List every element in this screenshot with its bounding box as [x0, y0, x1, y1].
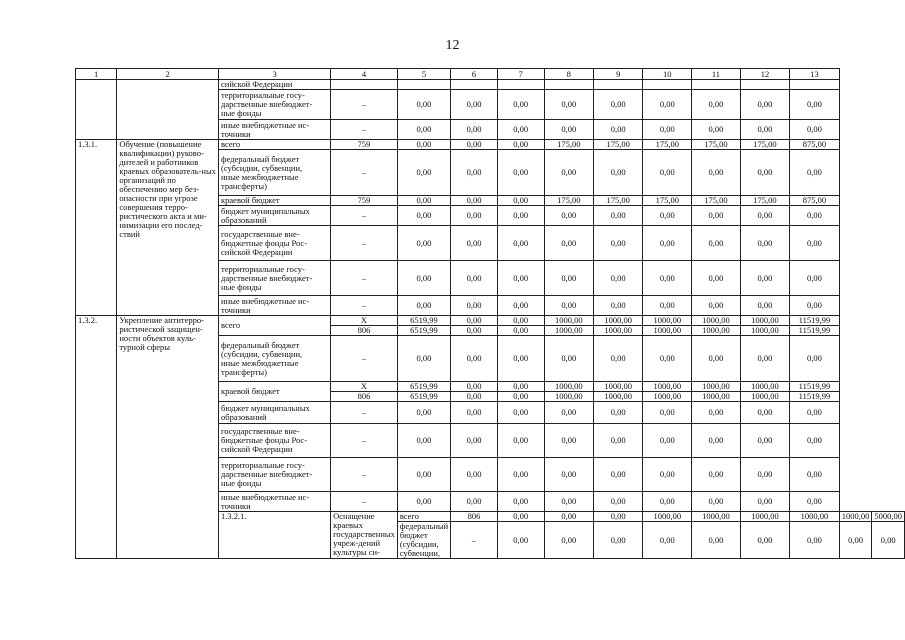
- code-column-cell: X: [331, 382, 398, 392]
- value-cell: 1000,00: [544, 382, 593, 392]
- value-cell: 875,00: [790, 140, 840, 150]
- value-cell: 1000,00: [643, 316, 692, 326]
- value-cell: 0,00: [497, 226, 544, 261]
- value-cell: 0,00: [544, 261, 593, 296]
- value-cell: 1000,00: [692, 316, 741, 326]
- value-cell: 0,00: [790, 424, 840, 458]
- column-header: 1: [76, 69, 117, 80]
- value-cell: 6519,99: [397, 316, 450, 326]
- value-cell: 0,00: [397, 120, 450, 140]
- value-cell: 0,00: [451, 90, 498, 120]
- value-cell: 1000,00: [839, 512, 872, 522]
- value-cell: 0,00: [544, 458, 593, 492]
- code-column-cell: –: [331, 336, 398, 382]
- value-cell: 175,00: [692, 196, 741, 206]
- value-cell: 0,00: [397, 492, 450, 512]
- value-cell: 0,00: [740, 424, 789, 458]
- code-column-cell: 806: [331, 392, 398, 402]
- source-cell: иные внебюджетные ис- точники: [219, 492, 331, 512]
- value-cell: 0,00: [544, 150, 593, 196]
- value-cell: 0,00: [790, 522, 840, 559]
- value-cell: 0,00: [497, 326, 544, 336]
- value-cell: 0,00: [790, 120, 840, 140]
- value-cell: 1000,00: [594, 316, 643, 326]
- code-column-cell: 759: [331, 140, 398, 150]
- code-cell: 1.3.2.1.: [219, 512, 331, 559]
- value-cell: 0,00: [692, 226, 741, 261]
- value-cell: 175,00: [544, 140, 593, 150]
- value-cell: [740, 80, 789, 90]
- value-cell: 0,00: [451, 150, 498, 196]
- source-cell: всего: [219, 316, 331, 336]
- code-column-cell: –: [331, 90, 398, 120]
- value-cell: 0,00: [692, 120, 741, 140]
- value-cell: 0,00: [497, 206, 544, 226]
- value-cell: 1000,00: [544, 392, 593, 402]
- value-cell: 0,00: [451, 492, 498, 512]
- value-cell: 0,00: [692, 458, 741, 492]
- source-cell: всего: [397, 512, 450, 522]
- code-column-cell: –: [331, 402, 398, 424]
- source-cell: краевой бюджет: [219, 382, 331, 402]
- source-cell: иные внебюджетные ис- точники: [219, 120, 331, 140]
- value-cell: 0,00: [397, 90, 450, 120]
- value-cell: 1000,00: [790, 512, 840, 522]
- value-cell: 175,00: [643, 140, 692, 150]
- value-cell: [497, 80, 544, 90]
- value-cell: 6519,99: [397, 392, 450, 402]
- value-cell: 175,00: [643, 196, 692, 206]
- source-cell: бюджет муниципальных образований: [219, 402, 331, 424]
- value-cell: 0,00: [594, 512, 643, 522]
- value-cell: 175,00: [594, 140, 643, 150]
- value-cell: 0,00: [643, 458, 692, 492]
- value-cell: 0,00: [740, 206, 789, 226]
- value-cell: 0,00: [692, 522, 741, 559]
- value-cell: 1000,00: [692, 512, 741, 522]
- column-header: 10: [643, 69, 692, 80]
- value-cell: 0,00: [497, 150, 544, 196]
- value-cell: 0,00: [544, 492, 593, 512]
- value-cell: 0,00: [497, 402, 544, 424]
- value-cell: 0,00: [790, 90, 840, 120]
- value-cell: 0,00: [397, 226, 450, 261]
- value-cell: 0,00: [872, 522, 905, 559]
- name-cell: [117, 80, 219, 140]
- value-cell: [790, 80, 840, 90]
- value-cell: 0,00: [740, 402, 789, 424]
- value-cell: 0,00: [397, 196, 450, 206]
- code-column-cell: –: [331, 226, 398, 261]
- value-cell: 0,00: [643, 90, 692, 120]
- value-cell: 0,00: [497, 492, 544, 512]
- value-cell: 0,00: [497, 196, 544, 206]
- value-cell: 0,00: [544, 296, 593, 316]
- value-cell: 0,00: [594, 150, 643, 196]
- value-cell: 0,00: [451, 226, 498, 261]
- value-cell: 0,00: [497, 90, 544, 120]
- source-cell: сийской Федерации: [219, 80, 331, 90]
- value-cell: 0,00: [497, 522, 544, 559]
- value-cell: 0,00: [451, 206, 498, 226]
- value-cell: 6519,99: [397, 382, 450, 392]
- value-cell: 0,00: [594, 90, 643, 120]
- value-cell: 0,00: [740, 120, 789, 140]
- value-cell: 0,00: [544, 402, 593, 424]
- value-cell: 0,00: [790, 150, 840, 196]
- value-cell: 11519,99: [790, 326, 840, 336]
- value-cell: 0,00: [544, 512, 593, 522]
- value-cell: 0,00: [544, 206, 593, 226]
- code-column-cell: 759: [331, 196, 398, 206]
- value-cell: 0,00: [451, 316, 498, 326]
- value-cell: 0,00: [740, 296, 789, 316]
- value-cell: 0,00: [497, 140, 544, 150]
- code-column-cell: –: [331, 206, 398, 226]
- value-cell: 0,00: [594, 492, 643, 512]
- code-column-cell: –: [331, 296, 398, 316]
- value-cell: 0,00: [692, 336, 741, 382]
- value-cell: 1000,00: [692, 392, 741, 402]
- value-cell: 1000,00: [643, 512, 692, 522]
- code-column-cell: –: [331, 424, 398, 458]
- code-column-cell: 806: [451, 512, 498, 522]
- value-cell: 0,00: [451, 296, 498, 316]
- value-cell: 0,00: [497, 382, 544, 392]
- value-cell: 0,00: [643, 424, 692, 458]
- value-cell: 0,00: [497, 512, 544, 522]
- value-cell: 0,00: [544, 522, 593, 559]
- value-cell: 0,00: [740, 261, 789, 296]
- value-cell: 1000,00: [740, 512, 789, 522]
- value-cell: 0,00: [594, 522, 643, 559]
- value-cell: 0,00: [397, 206, 450, 226]
- value-cell: 0,00: [397, 458, 450, 492]
- value-cell: [594, 80, 643, 90]
- code-column-cell: –: [451, 522, 498, 559]
- value-cell: 175,00: [740, 196, 789, 206]
- value-cell: 0,00: [790, 336, 840, 382]
- table-row: [76, 140, 905, 150]
- value-cell: 0,00: [692, 206, 741, 226]
- value-cell: 0,00: [643, 206, 692, 226]
- value-cell: [397, 80, 450, 90]
- value-cell: [643, 80, 692, 90]
- value-cell: 0,00: [692, 492, 741, 512]
- code-column-cell: –: [331, 458, 398, 492]
- page-number: 12: [445, 38, 460, 53]
- value-cell: 0,00: [643, 296, 692, 316]
- value-cell: 11519,99: [790, 382, 840, 392]
- code-column-cell: –: [331, 150, 398, 196]
- value-cell: 0,00: [594, 226, 643, 261]
- value-cell: [692, 80, 741, 90]
- value-cell: 0,00: [594, 261, 643, 296]
- value-cell: 0,00: [544, 336, 593, 382]
- column-header: 8: [544, 69, 593, 80]
- value-cell: 1000,00: [740, 326, 789, 336]
- code-cell: [76, 80, 117, 140]
- value-cell: 0,00: [594, 296, 643, 316]
- value-cell: 0,00: [397, 150, 450, 196]
- value-cell: 0,00: [397, 261, 450, 296]
- value-cell: 5000,00: [872, 512, 905, 522]
- value-cell: 0,00: [692, 90, 741, 120]
- value-cell: 0,00: [740, 90, 789, 120]
- value-cell: 0,00: [451, 336, 498, 382]
- source-cell: всего: [219, 140, 331, 150]
- value-cell: 0,00: [497, 316, 544, 326]
- value-cell: 0,00: [740, 458, 789, 492]
- value-cell: 0,00: [643, 120, 692, 140]
- value-cell: 175,00: [692, 140, 741, 150]
- source-cell: бюджет муниципальных образований: [219, 206, 331, 226]
- value-cell: 0,00: [451, 392, 498, 402]
- value-cell: 0,00: [643, 336, 692, 382]
- value-cell: 175,00: [594, 196, 643, 206]
- value-cell: 0,00: [740, 336, 789, 382]
- budget-table: [75, 68, 905, 559]
- value-cell: 0,00: [497, 392, 544, 402]
- column-header: 13: [790, 69, 840, 80]
- value-cell: [544, 80, 593, 90]
- value-cell: 0,00: [643, 492, 692, 512]
- name-cell: Оснащение краевых государственных учреж-дений культуры си-: [331, 512, 398, 559]
- value-cell: 0,00: [397, 424, 450, 458]
- value-cell: 0,00: [692, 402, 741, 424]
- value-cell: 1000,00: [643, 392, 692, 402]
- code-column-cell: [331, 80, 398, 90]
- header-row: [76, 69, 905, 80]
- value-cell: 11519,99: [790, 316, 840, 326]
- value-cell: 0,00: [497, 261, 544, 296]
- value-cell: 0,00: [594, 424, 643, 458]
- column-header: 7: [497, 69, 544, 80]
- value-cell: [451, 80, 498, 90]
- code-column-cell: X: [331, 316, 398, 326]
- column-header: 3: [219, 69, 331, 80]
- table-row: [76, 80, 905, 90]
- value-cell: 0,00: [497, 120, 544, 140]
- value-cell: 1000,00: [740, 392, 789, 402]
- value-cell: 0,00: [692, 261, 741, 296]
- value-cell: 1000,00: [544, 326, 593, 336]
- value-cell: 6519,99: [397, 326, 450, 336]
- value-cell: 0,00: [790, 206, 840, 226]
- source-cell: краевой бюджет: [219, 196, 331, 206]
- value-cell: 0,00: [594, 402, 643, 424]
- source-cell: территориальные госу- дарственные внебюджет- ные фонды: [219, 458, 331, 492]
- column-header: 5: [397, 69, 450, 80]
- value-cell: 0,00: [544, 424, 593, 458]
- value-cell: 0,00: [839, 522, 872, 559]
- value-cell: 0,00: [497, 424, 544, 458]
- source-cell: федеральный бюджет (субсидии, субвенции, иные межбюджетные трансферты): [219, 150, 331, 196]
- value-cell: 1000,00: [692, 382, 741, 392]
- column-header: 6: [451, 69, 498, 80]
- value-cell: 1000,00: [594, 326, 643, 336]
- value-cell: 0,00: [451, 196, 498, 206]
- value-cell: 0,00: [790, 458, 840, 492]
- value-cell: 0,00: [790, 492, 840, 512]
- value-cell: 0,00: [497, 336, 544, 382]
- value-cell: 0,00: [643, 402, 692, 424]
- code-cell: 1.3.2.: [76, 316, 117, 559]
- value-cell: 0,00: [692, 424, 741, 458]
- source-cell: территориальные госу- дарственные внебюджет- ные фонды: [219, 261, 331, 296]
- value-cell: 0,00: [692, 296, 741, 316]
- value-cell: 0,00: [643, 522, 692, 559]
- value-cell: 1000,00: [594, 382, 643, 392]
- value-cell: 0,00: [451, 402, 498, 424]
- value-cell: 0,00: [544, 90, 593, 120]
- value-cell: 0,00: [594, 120, 643, 140]
- value-cell: 0,00: [451, 424, 498, 458]
- code-column-cell: –: [331, 261, 398, 296]
- value-cell: 0,00: [451, 120, 498, 140]
- value-cell: 0,00: [790, 261, 840, 296]
- value-cell: 1000,00: [594, 392, 643, 402]
- source-cell: федеральный бюджет (субсидии, субвенции,: [397, 522, 450, 559]
- column-header: 12: [740, 69, 789, 80]
- value-cell: 0,00: [740, 226, 789, 261]
- name-cell: Укрепление антитерро-ристической защищен-ности объектов куль-турной сферы: [117, 316, 219, 559]
- code-column-cell: –: [331, 492, 398, 512]
- value-cell: 0,00: [397, 402, 450, 424]
- value-cell: 0,00: [544, 226, 593, 261]
- value-cell: 0,00: [451, 458, 498, 492]
- value-cell: 175,00: [544, 196, 593, 206]
- value-cell: 0,00: [594, 336, 643, 382]
- value-cell: 0,00: [544, 120, 593, 140]
- value-cell: 0,00: [397, 296, 450, 316]
- name-cell: Обучение (повышение квалификации) руково-дителей и работников краевых образователь-ных организаций по обеспечению мер без-опасности при угрозе совершения терро-ристического акта и ми-нимизации его послед-ствий: [117, 140, 219, 316]
- column-header: 2: [117, 69, 219, 80]
- value-cell: 11519,99: [790, 392, 840, 402]
- value-cell: 0,00: [790, 296, 840, 316]
- value-cell: 0,00: [740, 492, 789, 512]
- value-cell: 1000,00: [692, 326, 741, 336]
- value-cell: 1000,00: [740, 316, 789, 326]
- column-header: 11: [692, 69, 741, 80]
- value-cell: 0,00: [643, 226, 692, 261]
- source-cell: государственные вне- бюджетные фонды Рос- сийской Федерации: [219, 226, 331, 261]
- code-column-cell: –: [331, 120, 398, 140]
- value-cell: 175,00: [740, 140, 789, 150]
- value-cell: 0,00: [451, 382, 498, 392]
- value-cell: 0,00: [594, 458, 643, 492]
- value-cell: 0,00: [643, 150, 692, 196]
- source-cell: иные внебюджетные ис- точники: [219, 296, 331, 316]
- table-body: [76, 69, 905, 559]
- value-cell: 0,00: [740, 522, 789, 559]
- value-cell: 0,00: [790, 402, 840, 424]
- value-cell: 0,00: [497, 296, 544, 316]
- value-cell: 0,00: [397, 336, 450, 382]
- value-cell: 0,00: [594, 206, 643, 226]
- value-cell: 0,00: [451, 261, 498, 296]
- code-column-cell: 806: [331, 326, 398, 336]
- code-cell: 1.3.1.: [76, 140, 117, 316]
- source-cell: федеральный бюджет (субсидии, субвенции, иные межбюджетные трансферты): [219, 336, 331, 382]
- value-cell: 0,00: [497, 458, 544, 492]
- value-cell: 875,00: [790, 196, 840, 206]
- value-cell: 1000,00: [643, 382, 692, 392]
- value-cell: 1000,00: [740, 382, 789, 392]
- value-cell: 0,00: [790, 226, 840, 261]
- value-cell: 1000,00: [544, 316, 593, 326]
- value-cell: 0,00: [643, 261, 692, 296]
- table-row: [76, 316, 905, 326]
- source-cell: территориальные госу- дарственные внебюджет- ные фонды: [219, 90, 331, 120]
- value-cell: 1000,00: [643, 326, 692, 336]
- value-cell: 0,00: [451, 326, 498, 336]
- value-cell: 0,00: [451, 140, 498, 150]
- column-header: 9: [594, 69, 643, 80]
- value-cell: 0,00: [692, 150, 741, 196]
- source-cell: государственные вне- бюджетные фонды Рос- сийской Федерации: [219, 424, 331, 458]
- value-cell: 0,00: [740, 150, 789, 196]
- value-cell: 0,00: [397, 140, 450, 150]
- column-header: 4: [331, 69, 398, 80]
